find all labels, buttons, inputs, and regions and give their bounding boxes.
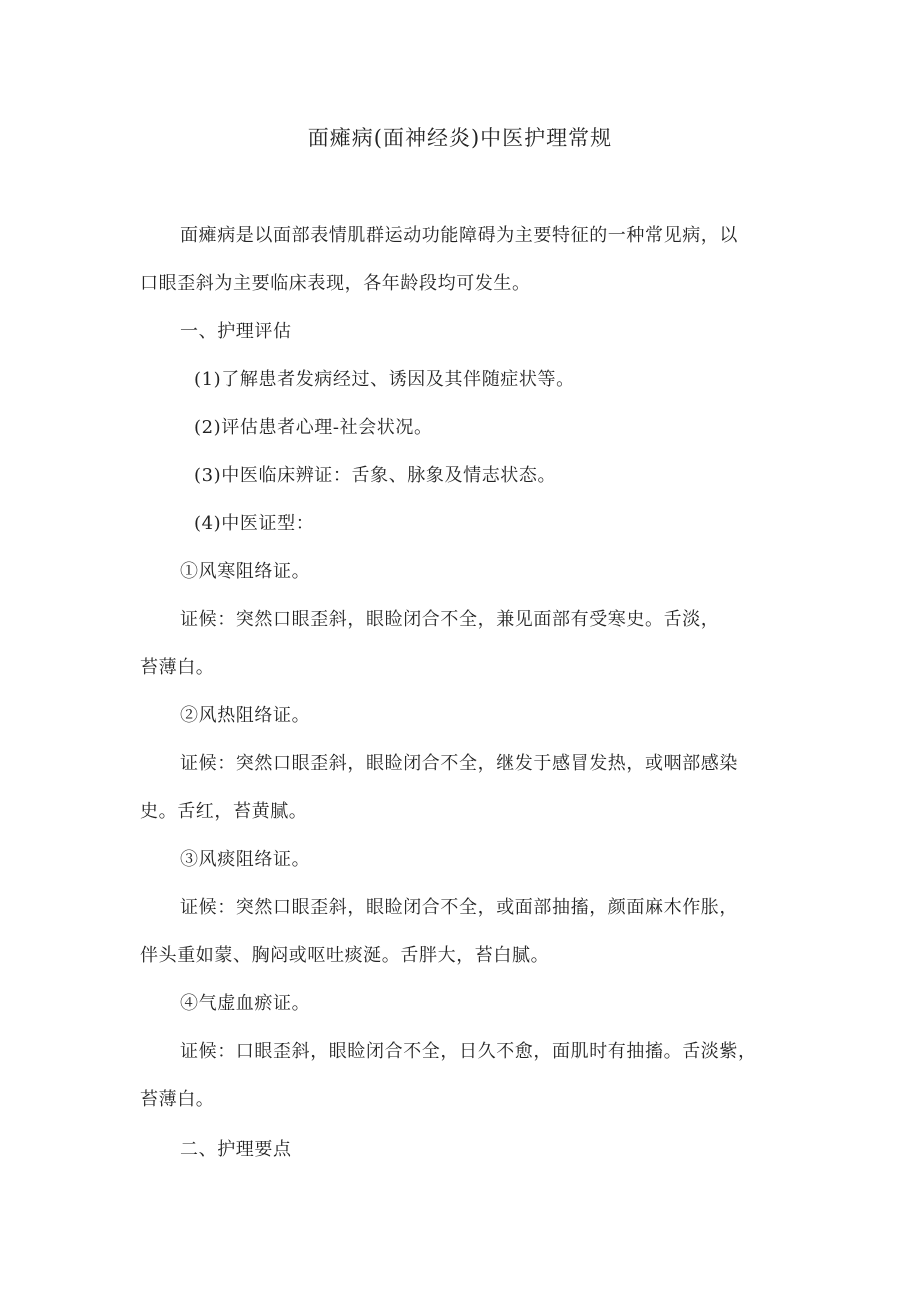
syndrome-symptoms-1b: 苔薄白。 bbox=[140, 657, 215, 678]
syndrome-name-4: ④气虚血瘀证。 bbox=[180, 993, 311, 1014]
syndrome-symptoms-1a: 证候：突然口眼歪斜，眼睑闭合不全，兼见面部有受寒史。舌淡， bbox=[180, 609, 720, 630]
intro-line-2: 口眼歪斜为主要临床表现，各年龄段均可发生。 bbox=[140, 273, 531, 294]
syndrome-name-3: ③风痰阻络证。 bbox=[180, 849, 311, 870]
assessment-item-3: (3)中医临床辨证：舌象、脉象及情志状态。 bbox=[194, 465, 557, 486]
document-title: 面瘫病(面神经炎)中医护理常规 bbox=[307, 126, 613, 150]
syndrome-symptoms-4b: 苔薄白。 bbox=[140, 1089, 215, 1110]
syndrome-symptoms-2a: 证候：突然口眼歪斜，眼睑闭合不全，继发于感冒发热，或咽部感染 bbox=[180, 753, 738, 774]
section-heading-assessment: 一、护理评估 bbox=[180, 321, 292, 342]
assessment-item-4: (4)中医证型： bbox=[194, 513, 315, 534]
intro-line-1: 面瘫病是以面部表情肌群运动功能障碍为主要特征的一种常见病，以 bbox=[180, 225, 738, 246]
syndrome-name-1: ①风寒阻络证。 bbox=[180, 561, 311, 582]
syndrome-symptoms-2b: 史。舌红，苔黄腻。 bbox=[140, 801, 308, 822]
syndrome-symptoms-3b: 伴头重如蒙、胸闷或呕吐痰涎。舌胖大，苔白腻。 bbox=[140, 945, 550, 966]
document-body bbox=[140, 212, 790, 1174]
section-heading-nursing-points: 二、护理要点 bbox=[180, 1139, 292, 1160]
syndrome-symptoms-3a: 证候：突然口眼歪斜，眼睑闭合不全，或面部抽搐，颜面麻木作胀， bbox=[180, 897, 738, 918]
assessment-item-2: (2)评估患者心理-社会状况。 bbox=[194, 417, 433, 438]
assessment-item-1: (1)了解患者发病经过、诱因及其伴随症状等。 bbox=[194, 369, 575, 390]
syndrome-name-2: ②风热阻络证。 bbox=[180, 705, 311, 726]
syndrome-symptoms-4a: 证候：口眼歪斜，眼睑闭合不全，日久不愈，面肌时有抽搐。舌淡紫， bbox=[180, 1041, 757, 1062]
